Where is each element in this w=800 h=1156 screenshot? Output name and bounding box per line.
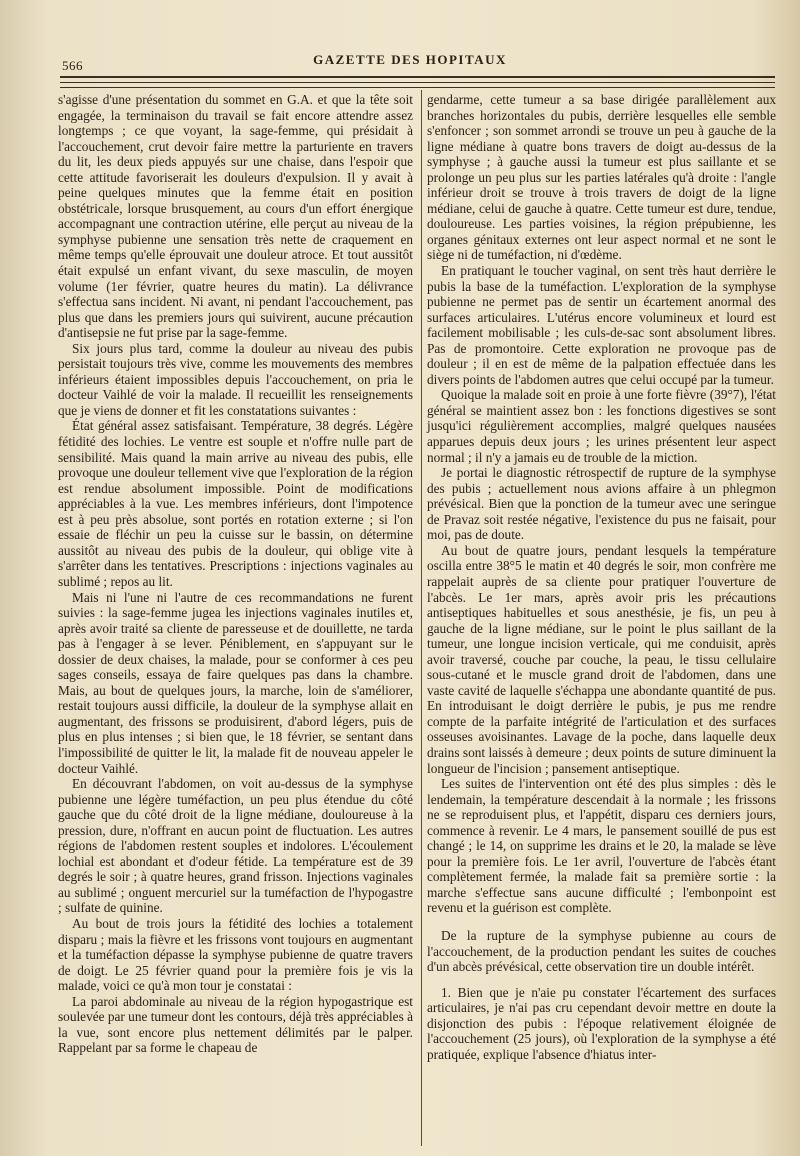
page-header — [40, 50, 780, 74]
paragraph: 1. Bien que je n'aie pu constater l'écartement des surfaces articulaires, je n'ai pas cru cependant devoir mettre en doute la disjonction des pubis : l'époque relativement éloignée de l'accouchement (25 jours), où l'exploration de la symphyse a été pratiquée, explique l'absence d'hiatus inter- — [427, 984, 776, 1062]
page-number: 566 — [62, 58, 83, 73]
column-divider — [421, 90, 422, 1146]
paragraph: Je portai le diagnostic rétrospectif de rupture de la symphyse des pubis ; actuellement nous avions affaire à un phlegmon prévésical. Bien que la ponction de la tumeur avec une seringue de Pravaz soit restée négative, l'existence du pus ne faisait, pour moi, pas de doute. — [427, 465, 776, 543]
paragraph: Mais ni l'une ni l'autre de ces recommandations ne furent suivies : la sage-femme jugea les injections vaginales inutiles et, après avoir traité sa cliente de paresseuse et de douillette, ne tarda pas à l'engager à se lever. Péniblement, en s'appuyant sur le dossier de deux chaises, la malade, pour se conformer à ces peu sages conseils, essaya de faire quelques pas dans la chambre. Mais, au bout de quelques jours, la marche, loin de s'améliorer, restait toujours aussi difficile, la douleur de la symphyse allait en augmentant, des frissons se produisirent, d'abord légers, puis de plus en plus intenses ; si bien que, le 18 février, se sentant dans l'impossibilité de quitter le lit, la malade fit de nouveau appeler le docteur Vaihlé. — [58, 589, 413, 776]
paragraph: Les suites de l'intervention ont été des plus simples : dès le lendemain, la température descendait à la normale ; les frissons ne se reproduisent plus, et l'appétit, disparu ces derniers jours, commence à revenir. Le 4 mars, le pansement souillé de pus est changé ; le 14, on supprime les drains et le 20, la malade se lève pour la première fois. Le 1er avril, l'ouverture de l'abcès étant complètement fermée, la malade fait sa première sortie : la marche s'effectue sans aucune difficulté ; l'embonpoint est revenu et la guérison est complète. — [427, 776, 776, 916]
paragraph: De la rupture de la symphyse pubienne au cours de l'accouchement, de la production pendant les suites de couches d'un abcès prévésical, cette observation tire un double intérêt. — [427, 927, 776, 975]
paragraph: s'agisse d'une présentation du sommet en G.A. et que la tête soit engagée, la terminaison du travail se fait encore attendre assez longtemps ; ce que voyant, la sage-femme, qui présidait à l'accouchement, crut devoir faire mettre la parturiente en travers du lit, les deux pieds appuyés sur une chaise, dans l'espoir que cette attitude favoriserait les douleurs d'expulsion. Il y avait à peine quelques minutes que la femme était en position obstétricale, lorsque brusquement, au cours d'un effort énergique accompagnant une contraction utérine, elle perçut au niveau de la symphyse pubienne une sensation très nette de craquement en même temps qu'elle éprouvait une douleur atroce. Et tout aussitôt était expulsé un enfant vivant, du sexe masculin, de moyen volume (1er février, quatre heures du matin). La délivrance s'effectua sans incident. Ni avant, ni pendant l'accouchement, pas plus que dans les premiers jours qui suivirent, aucune précaution d'antisepsie ne fut prise par la sage-femme. — [58, 92, 413, 341]
header-rule-thin — [60, 82, 775, 83]
paragraph: En découvrant l'abdomen, on voit au-dessus de la symphyse pubienne une légère tuméfaction, un peu plus étendue du côté gauche que du côté droit de la ligne médiane, douloureuse à la pression, dure, n'offrant en aucun point de fluctuation. Les autres régions de l'abdomen restent souples et indolores. L'écoulement lochial est abondant et d'odeur fétide. La température est de 39 degrés le soir ; à quatre heures, grand frisson. Injections vaginales au sublimé ; onguent mercuriel sur la tuméfaction de l'hypogastre ; sulfate de quinine. — [58, 776, 413, 916]
paragraph: En pratiquant le toucher vaginal, on sent très haut derrière le pubis la base de la tuméfaction. L'exploration de la symphyse pubienne ne permet pas de sentir un écartement anormal des surfaces articulaires. L'utérus encore volumineux et lourd est facilement mobilisable ; les culs-de-sac sont absolument libres. Pas de promontoire. Cette exploration ne provoque pas de douleur ; il en est de même de la palpation effectuée dans les divers points de l'abdomen autres que celui occupé par la tumeur. — [427, 263, 776, 387]
paragraph: La paroi abdominale au niveau de la région hypogastrique est soulevée par une tumeur dont les contours, déjà très appréciables à la vue, sont encore plus nettement délimités par le palper. Rappelant par sa forme le chapeau de — [58, 993, 413, 1056]
paragraph: Au bout de trois jours la fétidité des lochies a totalement disparu ; mais la fièvre et les frissons vont toujours en augmentant et la tuméfaction dépasse la symphyse pubienne de quatre travers de doigt. Le 25 février quand pour la première fois je vis la malade, voici ce qu'à mon tour je constatai : — [58, 915, 413, 994]
left-column — [58, 92, 413, 1056]
header-rule-thin-lower — [60, 87, 775, 88]
right-column — [427, 92, 776, 1062]
paragraph: État général assez satisfaisant. Température, 38 degrés. Légère fétidité des lochies. Le ventre est souple et n'offre nulle part de sensibilité. Mais quand la main arrive au niveau des pubis, elle provoque une douleur tellement vive que l'exploration de la région est rendue absolument impossible. Point de modifications appréciables à la vue. Les membres inférieurs, dont l'impotence est à peu près absolue, sont portés en rotation externe ; si l'on essaie de fléchir un peu la cuisse sur le bassin, on détermine aussitôt au niveau des pubis de la douleur, qui oblige vite à s'arrêter dans les tentatives. Prescriptions : injections vaginales au sublimé ; repos au lit. — [58, 418, 413, 589]
journal-title: GAZETTE DES HOPITAUX — [313, 52, 507, 67]
paragraph: Six jours plus tard, comme la douleur au niveau des pubis persistait toujours très vive, comme les mouvements des membres inférieurs étaient impossibles depuis l'accouchement, on pria le docteur Vaihlé de voir la malade. Il recueillit les renseignements que je viens de donner et fit les constatations suivantes : — [58, 340, 413, 418]
paragraph: gendarme, cette tumeur a sa base dirigée parallèlement aux branches horizontales du pubis, derrière lesquelles elle semble s'enfoncer ; son sommet arrondi se trouve un peu à gauche de la ligne médiane à quatre bons travers de doigt au-dessus de la symphyse ; à gauche aussi la tumeur est plus saillante et se prolonge un peu plus sur les parties latérales qu'à droite : l'angle inférieur droit se trouve à trois travers de doigt de la ligne médiane, celui de gauche à quatre. Cette tumeur est dure, tendue, douloureuse. Les parties voisines, la région prépubienne, les organes génitaux externes ont leur aspect normal et ne sont le siège ni de tuméfaction, ni d'œdème. — [427, 92, 776, 263]
paragraph: Quoique la malade soit en proie à une forte fièvre (39°7), l'état général se maintient assez bon : les fonctions digestives se sont jusqu'ici régulièrement accomplies, malgré quelques nausées apparues depuis deux jours ; les urines présentent leur aspect normal ; il n'y a jamais eu de trouble de la miction. — [427, 387, 776, 465]
header-rule-thick — [60, 76, 775, 78]
paragraph: Au bout de quatre jours, pendant lesquels la température oscilla entre 38°5 le matin et 40 degrés le soir, mon confrère me rappelait auprès de sa cliente pour pratiquer l'ouverture de l'abcès. Le 1er mars, après avoir pris les précautions antiseptiques habituelles et sous anesthésie, je fis, un peu à gauche de la ligne médiane, sur le point le plus saillant de la tumeur, une longue incision verticale, qui me conduisit, après avoir traversé, couche par couche, la peau, le tissu cellulaire sous-cutané et le muscle grand droit de l'abdomen, dans une vaste cavité de laquelle s'échappa une abondante quantité de pus. En introduisant le doigt derrière le pubis, je pus me rendre compte de la parfaite intégrité de l'articulation et des surfaces osseuses avoisinantes. Lavage de la poche, dans laquelle deux drains sont laissés à demeure ; deux points de suture diminuent la longueur de l'incision ; pansement antiseptique. — [427, 542, 776, 776]
